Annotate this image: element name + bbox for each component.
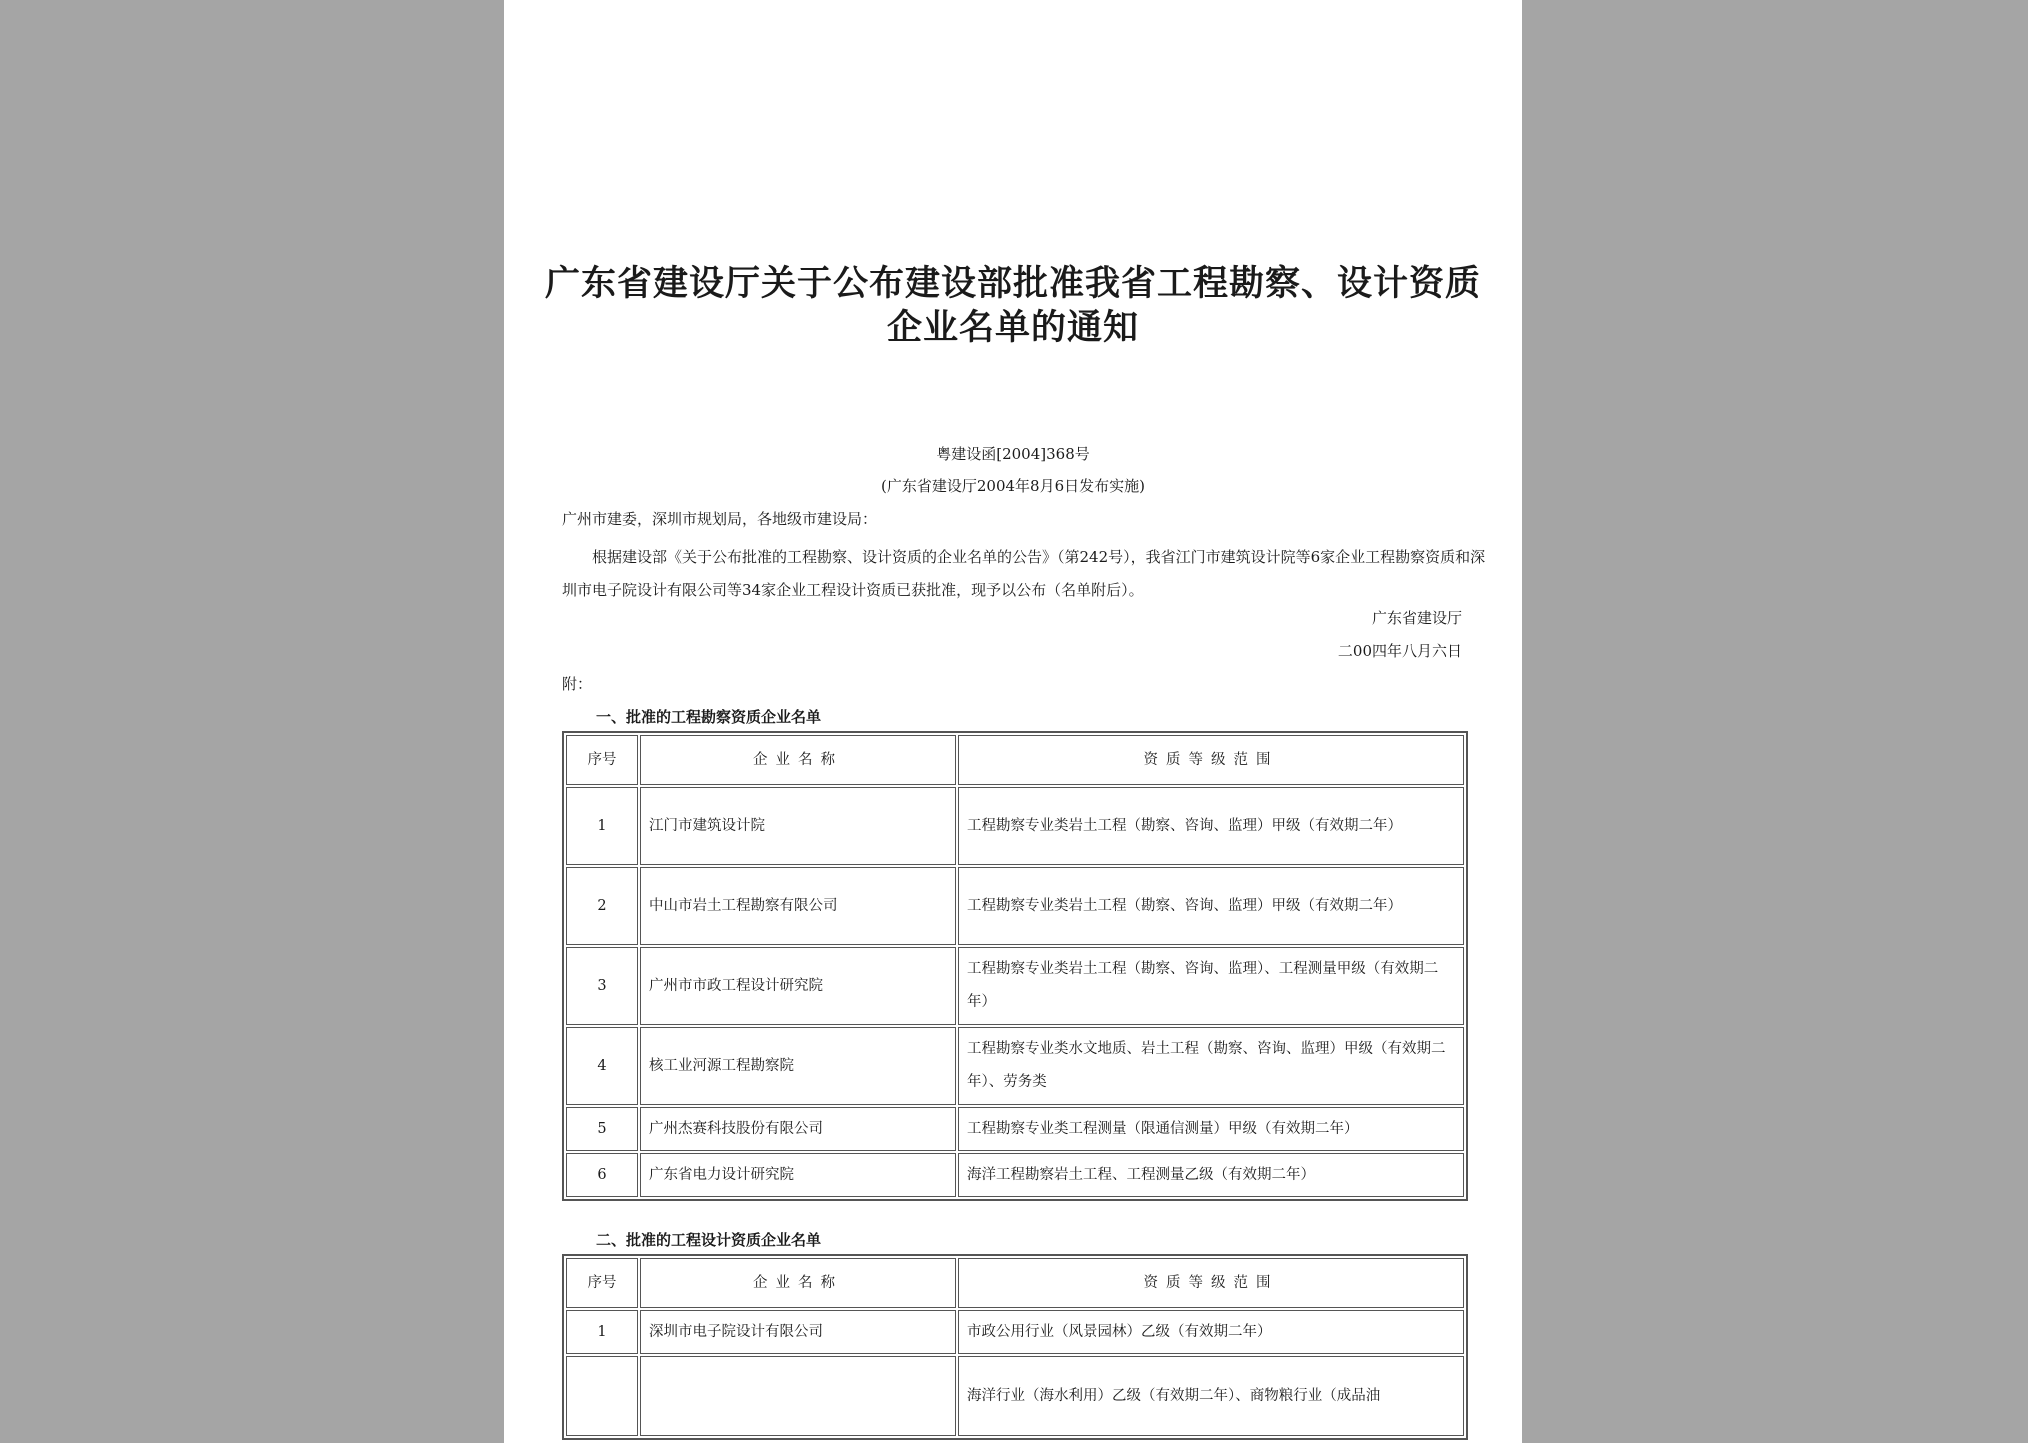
qualification-scope: 工程勘察专业类岩土工程（勘察、咨询、监理）甲级（有效期二年） bbox=[958, 867, 1464, 945]
qualification-scope: 工程勘察专业类岩土工程（勘察、咨询、监理）、工程测量甲级（有效期二年） bbox=[958, 947, 1464, 1025]
row-number: 1 bbox=[566, 787, 638, 865]
header-qualification-scope: 资质等级范围 bbox=[958, 735, 1464, 785]
qualification-scope: 工程勘察专业类岩土工程（勘察、咨询、监理）甲级（有效期二年） bbox=[958, 787, 1464, 865]
issue-note: (广东省建设厅2004年8月6日发布实施) bbox=[881, 477, 1145, 495]
signature-date: 二00四年八月六日 bbox=[1337, 642, 1462, 660]
company-name: 深圳市电子院设计有限公司 bbox=[640, 1310, 956, 1354]
signature-org: 广东省建设厅 bbox=[1371, 609, 1462, 627]
survey-qualification-table bbox=[562, 731, 1468, 1201]
company-name: 中山市岩土工程勘察有限公司 bbox=[640, 867, 956, 945]
qualification-scope: 工程勘察专业类水文地质、岩土工程（勘察、咨询、监理）甲级（有效期二年）、劳务类 bbox=[958, 1027, 1464, 1105]
qualification-scope: 海洋工程勘察岩土工程、工程测量乙级（有效期二年） bbox=[958, 1153, 1464, 1197]
header-qualification-scope: 资质等级范围 bbox=[958, 1258, 1464, 1308]
header-number: 序号 bbox=[566, 1258, 638, 1308]
company-name: 核工业河源工程勘察院 bbox=[640, 1027, 956, 1105]
table-row bbox=[566, 947, 1464, 1025]
row-number: 3 bbox=[566, 947, 638, 1025]
table-row bbox=[566, 1356, 1464, 1436]
table-row bbox=[566, 1107, 1464, 1151]
table-header-row bbox=[566, 735, 1464, 785]
header-company-name: 企业名称 bbox=[640, 1258, 956, 1308]
header-number: 序号 bbox=[566, 735, 638, 785]
row-number bbox=[566, 1356, 638, 1436]
company-name bbox=[640, 1356, 956, 1436]
table-row bbox=[566, 1153, 1464, 1197]
row-number: 4 bbox=[566, 1027, 638, 1105]
body-paragraph: 根据建设部《关于公布批准的工程勘察、设计资质的企业名单的公告》（第242号），我省江门市建筑设计院等6家企业工程勘察资质和深圳市电子院设计有限公司等34家企业工程设计资质已获批准，现予以公布（名单附后）。 bbox=[562, 548, 1486, 599]
salutation: 广州市建委，深圳市规划局，各地级市建设局： bbox=[562, 510, 878, 528]
table-header-row bbox=[566, 1258, 1464, 1308]
document-number: 粤建设函[2004]368号 bbox=[936, 445, 1090, 463]
table-row bbox=[566, 787, 1464, 865]
header-company-name: 企业名称 bbox=[640, 735, 956, 785]
document-page bbox=[504, 0, 1522, 1443]
table-row bbox=[566, 1027, 1464, 1105]
company-name: 江门市建筑设计院 bbox=[640, 787, 956, 865]
document-title: 广东省建设厅关于公布建设部批准我省工程勘察、设计资质企业名单的通知 bbox=[544, 264, 1481, 348]
design-qualification-table bbox=[562, 1254, 1468, 1440]
table-row bbox=[566, 1310, 1464, 1354]
row-number: 1 bbox=[566, 1310, 638, 1354]
company-name: 广州杰赛科技股份有限公司 bbox=[640, 1107, 956, 1151]
row-number: 6 bbox=[566, 1153, 638, 1197]
attachment-label: 附： bbox=[562, 675, 593, 693]
company-name: 广东省电力设计研究院 bbox=[640, 1153, 956, 1197]
qualification-scope: 市政公用行业（风景园林）乙级（有效期二年） bbox=[958, 1310, 1464, 1354]
qualification-scope: 工程勘察专业类工程测量（限通信测量）甲级（有效期二年） bbox=[958, 1107, 1464, 1151]
company-name: 广州市市政工程设计研究院 bbox=[640, 947, 956, 1025]
row-number: 2 bbox=[566, 867, 638, 945]
section1-heading: 一、批准的工程勘察资质企业名单 bbox=[596, 708, 822, 726]
row-number: 5 bbox=[566, 1107, 638, 1151]
qualification-scope: 海洋行业（海水利用）乙级（有效期二年）、商物粮行业（成品油 bbox=[958, 1356, 1464, 1436]
table-row bbox=[566, 867, 1464, 945]
section2-heading: 二、批准的工程设计资质企业名单 bbox=[596, 1231, 822, 1249]
